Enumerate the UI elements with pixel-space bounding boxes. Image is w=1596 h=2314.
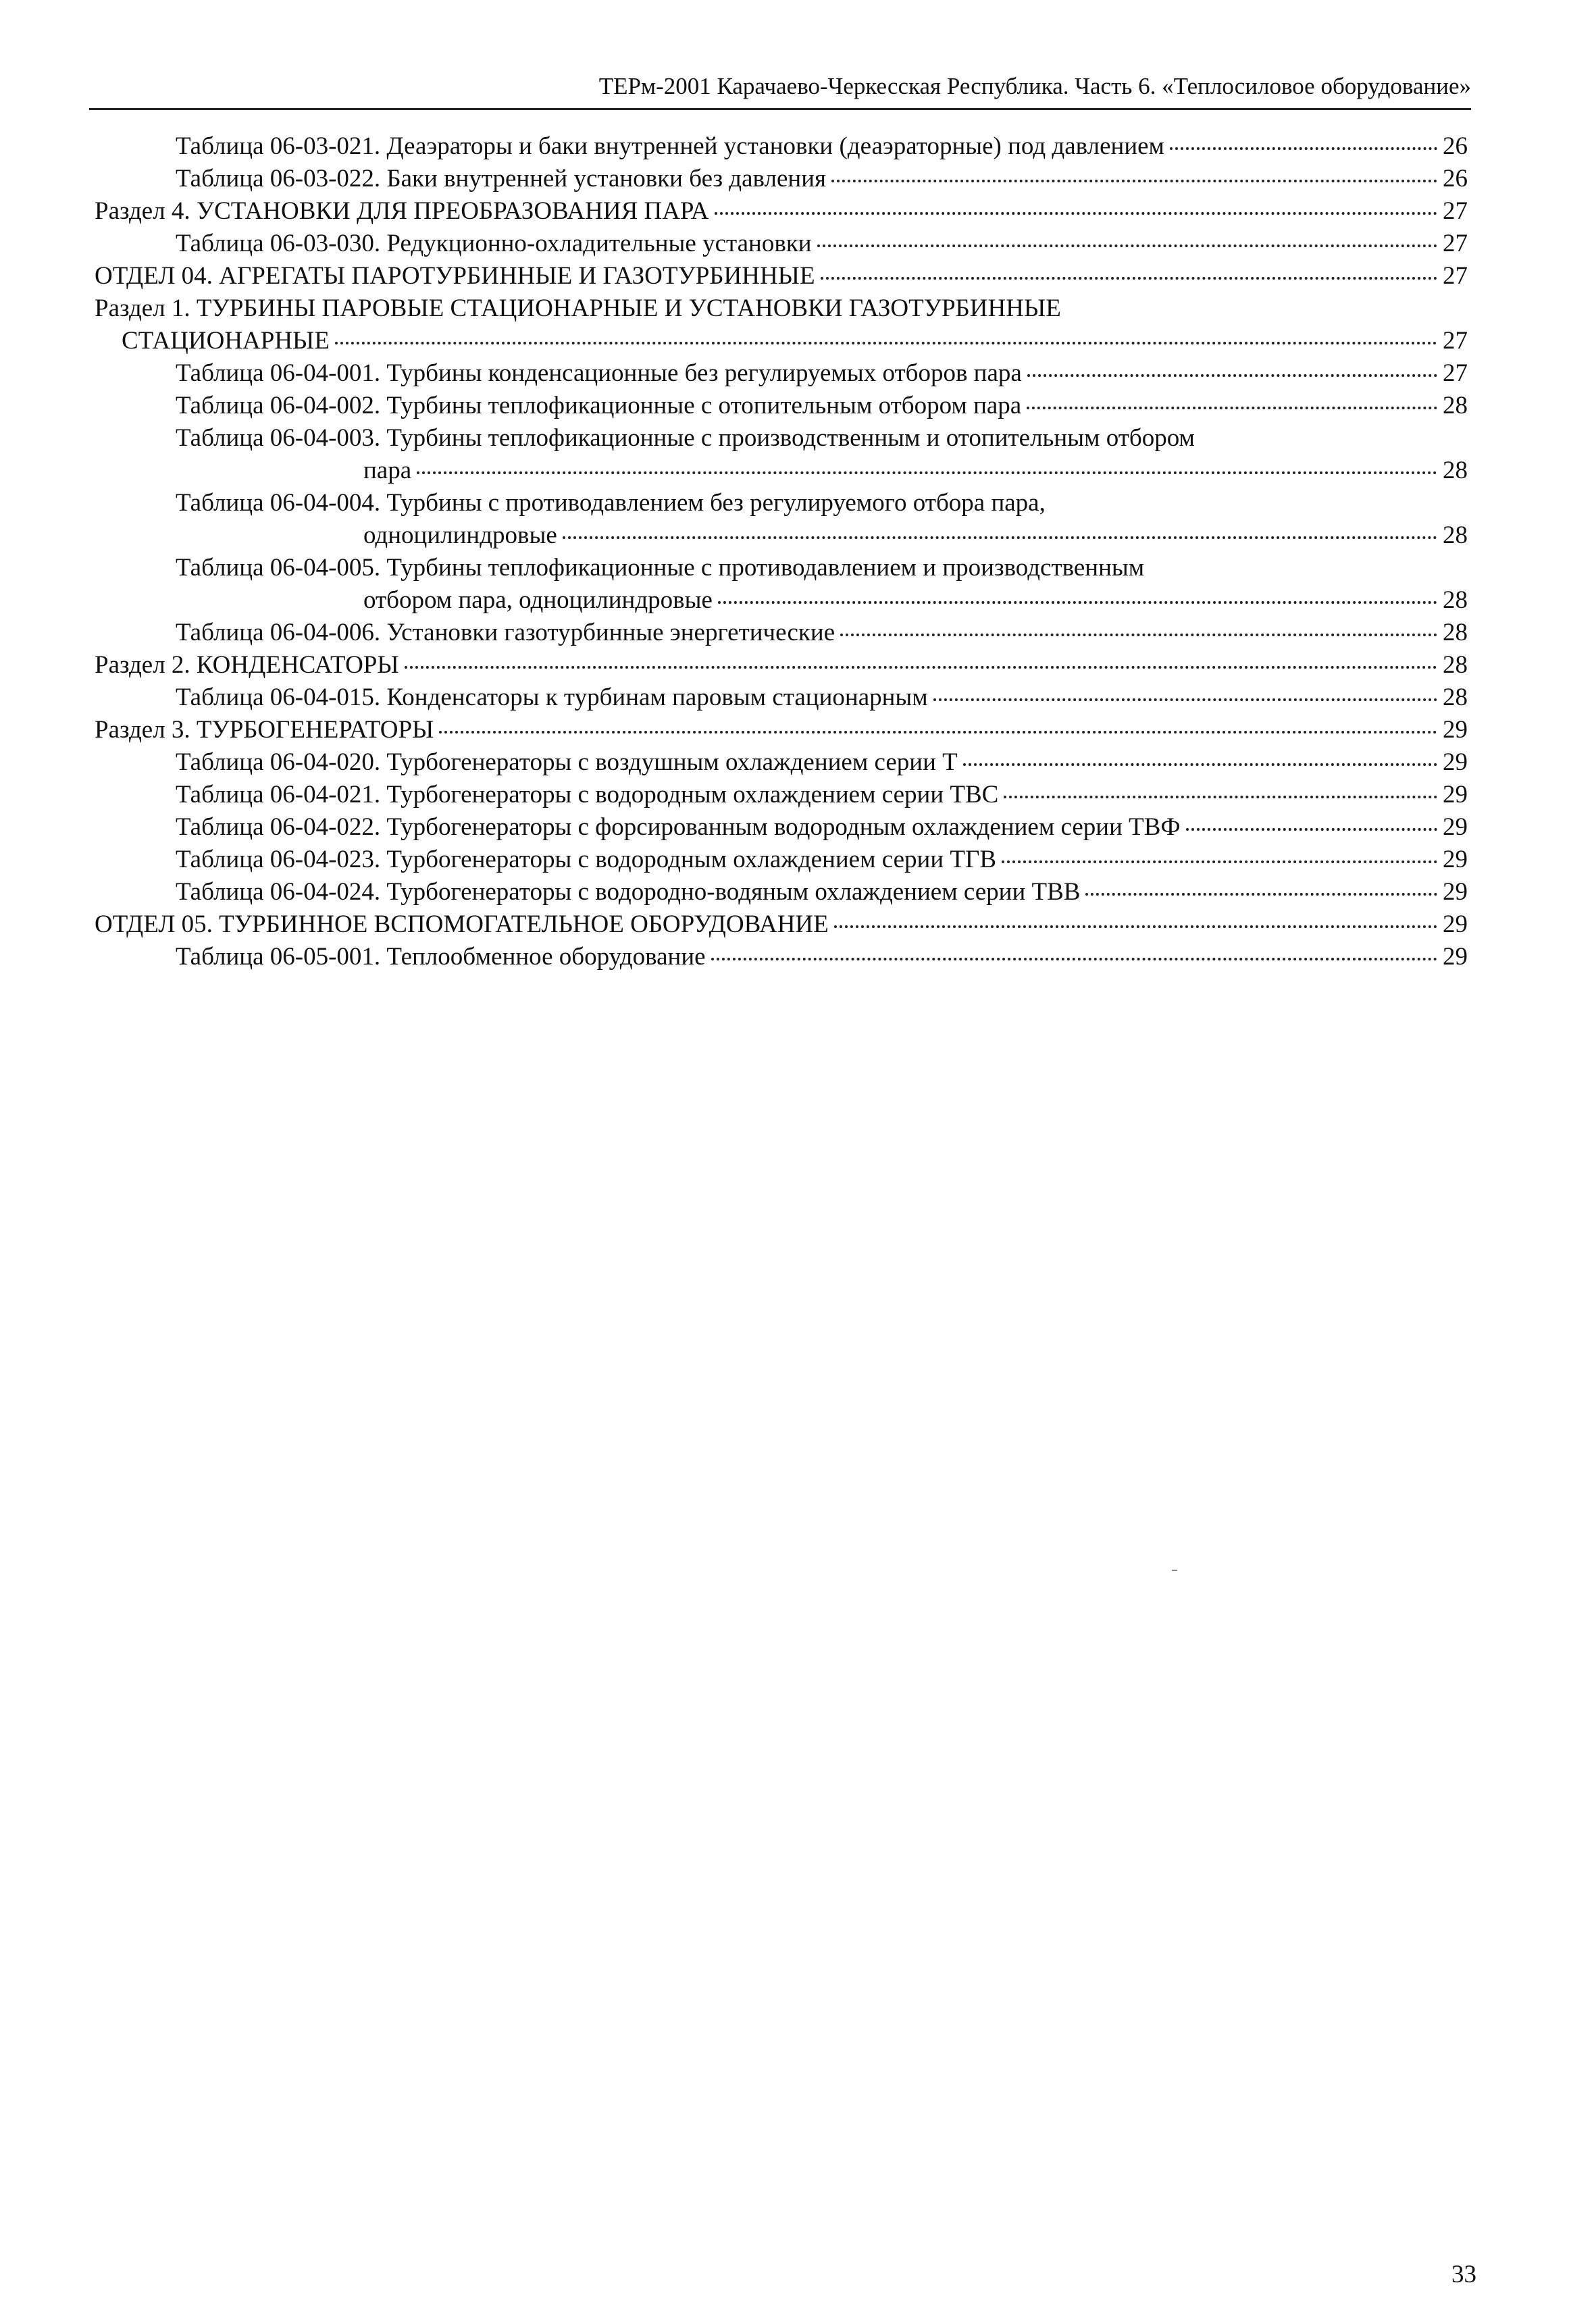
dot-leader [1186,828,1437,831]
toc-section-entry[interactable] [95,260,1468,292]
toc-entry-title: Раздел 3. ТУРБОГЕНЕРАТОРЫ [95,716,434,744]
toc-page-number: 29 [1443,716,1468,744]
dot-leader [715,212,1438,215]
toc-table-entry[interactable] [95,487,1468,552]
dot-leader [718,601,1437,604]
dot-leader [417,471,1437,474]
dot-leader [711,958,1437,960]
toc-table-entry[interactable] [95,941,1468,973]
toc-table-entry[interactable] [95,390,1468,422]
toc-page-number: 28 [1443,651,1468,679]
toc-entry-title: СТАЦИОНАРНЫЕ [122,327,330,355]
toc-page-number: 29 [1443,846,1468,873]
toc-table-entry[interactable] [95,811,1468,844]
scan-speck [1172,1570,1177,1571]
header-divider [89,108,1471,110]
dot-leader [821,277,1437,280]
toc-page-number: 27 [1443,327,1468,355]
toc-table-entry[interactable] [95,357,1468,390]
dot-leader [1027,407,1437,409]
toc-entry-title: Таблица 06-03-030. Редукционно-охладительные установки [176,230,812,257]
toc-page-number: 28 [1443,586,1468,614]
toc-section-entry[interactable] [95,714,1468,746]
toc-entry-title: Таблица 06-04-020. Турбогенераторы с воздушным охлаждением серии Т [176,748,958,776]
toc-entry-title: Раздел 4. УСТАНОВКИ ДЛЯ ПРЕОБРАЗОВАНИЯ ПАРА [95,197,709,225]
toc-page-number: 29 [1443,910,1468,938]
toc-entry-title: Таблица 06-04-006. Установки газотурбинные энергетические [176,619,835,646]
toc-page-number: 26 [1443,165,1468,192]
dot-leader [831,180,1437,182]
toc-entry-title: Таблица 06-04-015. Конденсаторы к турбинам паровым стационарным [176,684,928,711]
toc-page-number: 29 [1443,781,1468,808]
toc-table-entry[interactable] [95,844,1468,876]
toc-page-number: 29 [1443,813,1468,841]
toc-entry-title: Таблица 06-03-022. Баки внутренней установки без давления [176,165,827,192]
toc-entry-title: Таблица 06-03-021. Деаэраторы и баки внутренней установки (деаэраторные) под давлением [176,132,1164,160]
toc-table-entry[interactable] [95,552,1468,617]
toc-entry-title: Таблица 06-04-022. Турбогенераторы с форсированным водородным охлаждением серии ТВФ [176,813,1181,841]
toc-section-entry[interactable] [95,292,1468,357]
table-of-contents [95,130,1468,973]
toc-entry-title: Таблица 06-04-023. Турбогенераторы с водородным охлаждением серии ТГВ [176,846,997,873]
dot-leader [963,763,1437,766]
dot-leader [563,536,1437,539]
toc-entry-title: одноцилиндровые [363,521,557,549]
page-number: 33 [1451,2261,1476,2288]
dot-leader [933,698,1437,701]
dot-leader [1002,860,1437,863]
toc-page-number: 28 [1443,457,1468,484]
toc-section-entry[interactable] [95,195,1468,228]
dot-leader [1027,374,1437,377]
toc-entry-title: Таблица 06-04-001. Турбины конденсационные без регулируемых отборов пара [176,359,1022,387]
toc-page-number: 28 [1443,684,1468,711]
toc-section-entry[interactable] [95,649,1468,682]
dot-leader [834,925,1437,928]
toc-entry-title: Раздел 2. КОНДЕНСАТОРЫ [95,651,399,679]
toc-table-entry[interactable] [95,746,1468,779]
toc-page-number: 29 [1443,878,1468,906]
toc-page-number: 29 [1443,748,1468,776]
toc-table-entry[interactable] [95,876,1468,908]
toc-entry-title: Таблица 06-04-003. Турбины теплофикационные с производственным и отопительным отбором [176,424,1195,452]
toc-entry-title: Таблица 06-04-024. Турбогенераторы с водородно-водяным охлаждением серии ТВВ [176,878,1081,906]
toc-page-number: 26 [1443,132,1468,160]
toc-page-number: 27 [1443,230,1468,257]
running-header: ТЕРм-2001 Карачаево-Черкесская Республика. Часть 6. «Теплосиловое оборудование» [598,73,1471,99]
toc-section-entry[interactable] [95,908,1468,941]
toc-table-entry[interactable] [95,163,1468,195]
toc-table-entry[interactable] [95,422,1468,487]
dot-leader [1170,147,1437,150]
toc-table-entry[interactable] [95,617,1468,649]
toc-page-number: 27 [1443,197,1468,225]
dot-leader [817,245,1437,247]
toc-entry-title: пара [363,457,412,484]
toc-entry-title: Таблица 06-04-004. Турбины с противодавлением без регулируемого отбора пара, [176,489,1046,517]
toc-table-entry[interactable] [95,682,1468,714]
toc-entry-title: Таблица 06-04-021. Турбогенераторы с водородным охлаждением серии ТВС [176,781,999,808]
dot-leader [405,666,1437,669]
toc-page-number: 28 [1443,521,1468,549]
toc-page-number: 29 [1443,943,1468,971]
dot-leader [1004,796,1437,798]
toc-page-number: 27 [1443,262,1468,290]
toc-entry-title: ОТДЕЛ 04. АГРЕГАТЫ ПАРОТУРБИННЫЕ И ГАЗОТУРБИННЫЕ [95,262,815,290]
toc-table-entry[interactable] [95,779,1468,811]
toc-entry-title: Таблица 06-04-002. Турбины теплофикационные с отопительным отбором пара [176,392,1022,419]
dot-leader [840,634,1437,636]
toc-page-number: 27 [1443,359,1468,387]
dot-leader [1085,893,1437,896]
toc-entry-title: Раздел 1. ТУРБИНЫ ПАРОВЫЕ СТАЦИОНАРНЫЕ И УСТАНОВКИ ГАЗОТУРБИННЫЕ [95,294,1061,322]
dot-leader [439,731,1437,734]
toc-entry-title: отбором пара, одноцилиндровые [363,586,713,614]
toc-entry-title: ОТДЕЛ 05. ТУРБИННОЕ ВСПОМОГАТЕЛЬНОЕ ОБОРУДОВАНИЕ [95,910,829,938]
toc-table-entry[interactable] [95,130,1468,163]
toc-page-number: 28 [1443,392,1468,419]
toc-table-entry[interactable] [95,228,1468,260]
toc-page-number: 28 [1443,619,1468,646]
dot-leader [335,342,1437,344]
toc-entry-title: Таблица 06-05-001. Теплообменное оборудование [176,943,706,971]
toc-entry-title: Таблица 06-04-005. Турбины теплофикационные с противодавлением и производственным [176,554,1145,582]
